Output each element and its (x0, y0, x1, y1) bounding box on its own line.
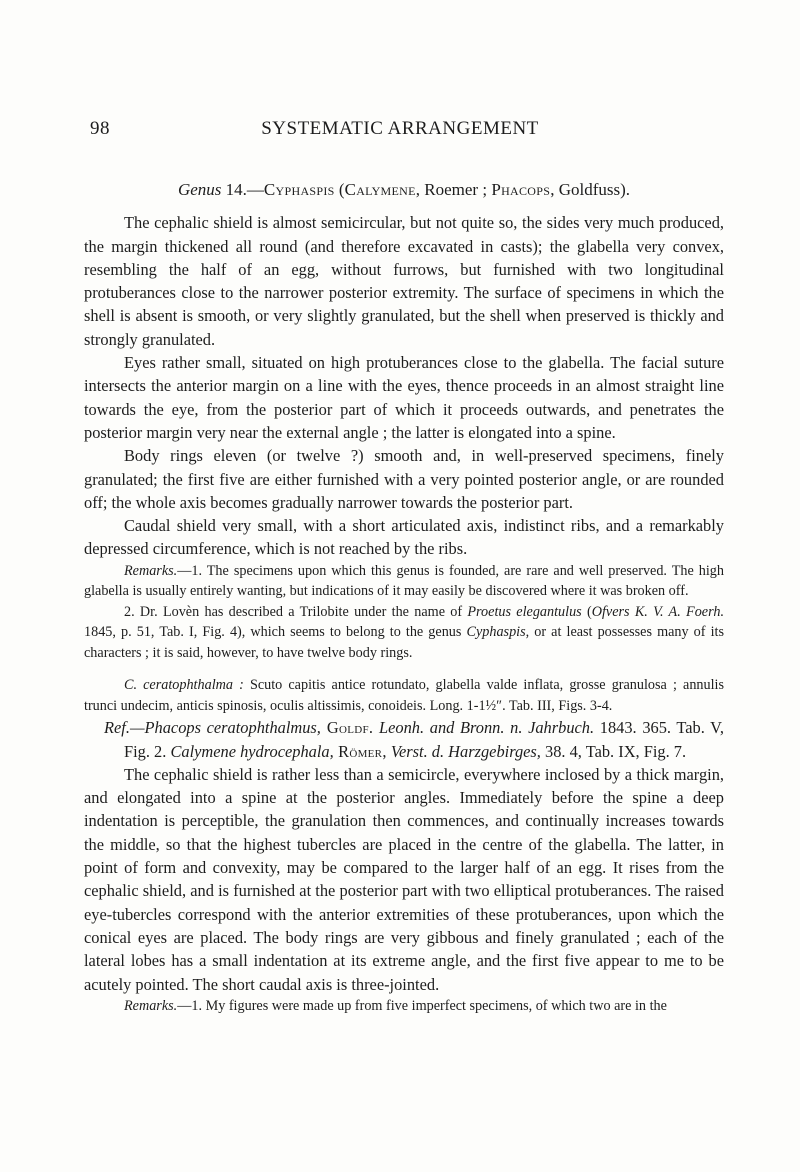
ref-citation-1: 1843. 365. Tab. V, Fig. 2. (124, 718, 724, 761)
diagnosis-text: Scuto capitis antice rotundato, glabella valde inflata, grosse granulosa ; annulis trunci undecim, anticis spinosis, oculis altissimis, conoideis. Long. 1-1½″. Tab. III, Figs. 3-4. (84, 677, 725, 714)
genus-syn-open: ( (338, 180, 345, 199)
genus-synonym-2: Phacops (491, 180, 551, 199)
genus-heading (84, 178, 724, 201)
ref-work-2: Verst. d. Harzgebirges, (386, 741, 541, 761)
remarks-final-label: Remarks. (124, 997, 178, 1014)
paragraph-eyes: Eyes rather small, situated on high protuberances close to the glabella. The facial suture intersects the anterior margin on a line with the eyes, thence proceeds in an almost straight line towards the eye, from the posterior part of which it proceeds outwards, and penetrates the posterior margin very near the external angle ; the latter is elongated into a spine. (84, 353, 724, 442)
remarks-1 (84, 561, 724, 602)
journal-ofvers: Ofvers K. V. A. Foerh. (591, 603, 724, 620)
species-proetus: Proetus elegantulus (467, 603, 582, 620)
remarks-label: Remarks. (124, 562, 178, 579)
genus-synonym-1: Calymene (344, 180, 416, 199)
ref-label: Ref.— (104, 718, 145, 738)
remarks-text-1: —1. The specimens upon which this genus is founded, are rare and well preserved. The high glabella is usually entirely wanting, but indications of it may easily be discovered where it was broken off. (84, 562, 724, 600)
genus-synonym-1-author: , Roemer ; (415, 180, 492, 199)
genus-label: Genus (177, 180, 222, 199)
species-diagnosis (84, 675, 724, 716)
ref-work-1: Leonh. and Bronn. n. Jahrbuch. (373, 718, 595, 738)
remarks-final-text: —1. My figures were made up from five imperfect specimens, of which two are in the (177, 997, 667, 1014)
genus-number: 14.— (225, 180, 264, 199)
body-text (84, 178, 724, 1016)
genus-synonym-2-author: , Goldfuss). (550, 180, 631, 199)
remarks-text-2a: 2. Dr. Lovèn has described a Trilobite under the name of (124, 603, 468, 620)
ref-author-2: Römer, (333, 741, 387, 761)
ref-author-1: Goldf. (320, 718, 374, 738)
remarks-text-2b: ( (581, 603, 592, 620)
remarks-2 (84, 602, 724, 664)
remarks-final (84, 996, 724, 1017)
remarks-text-2d: , or at least possesses many of its characters ; it is said, however, to have twelve body rings. (84, 624, 724, 661)
page-number: 98 (90, 118, 110, 139)
genus-name: Cyphaspis (263, 180, 335, 199)
paragraph-description: The cephalic shield is rather less than a semicircle, everywhere inclosed by a thick margin, and elongated into a spine at the posterior angles. Immediately before the spine a deep indentation is perceptible, the granulation then commences, and continually increases towards the middle, so that the highest tubercles are placed in the centre of the glabella. The latter, in point of form and convexity, may be compared to the larger half of an egg. It rises from the cephalic shield, and is furnished at the posterior part with two elliptical protuberances. The raised eye-tubercles correspond with the anterior extremities of these protuberances, upon which the conical eyes are placed. The body rings are very gibbous and finely granulated ; each of the lateral lobes has a small indentation at its extreme angle, and the first five appear to me to be acutely pointed. The short caudal axis is three-jointed. (84, 764, 724, 994)
ref-citation-2: 38. 4, Tab. IX, Fig. 7. (540, 741, 687, 761)
genus-cyphaspis: Cyphaspis (466, 624, 526, 641)
species-name: C. ceratophthalma : (124, 677, 244, 694)
paragraph-caudal: Caudal shield very small, with a short articulated axis, indistinct ribs, and a remarkably depressed circumference, which is not reached by the ribs. (84, 516, 724, 559)
paragraph-cephalic: The cephalic shield is almost semicircular, but not quite so, the sides very much produced, the margin thickened all round (and therefore excavated in casts); the glabella very convex, resembling the half of an egg, without furrows, but furnished with two longitudinal protuberances close to the narrower posterior extremity. The surface of specimens in which the shell is absent is smooth, or very slightly granulated, but the shell when preserved is thickly and strongly granulated. (84, 213, 724, 349)
ref-synonym-1: Phacops ceratophthalmus, (144, 718, 321, 738)
remarks-text-2c: 1845, p. 51, Tab. I, Fig. 4), which seems to belong to the genus (84, 624, 467, 641)
paragraph-body-rings: Body rings eleven (or twelve ?) smooth and, in well-preserved specimens, finely granulated; the first five are either furnished with a very pointed posterior angle, or are rounded off; the whole axis becomes gradually narrower towards the posterior part. (84, 446, 724, 512)
ref-synonym-2: Calymene hydrocephala, (170, 741, 334, 761)
running-head (90, 118, 710, 142)
running-title: SYSTEMATIC ARRANGEMENT (261, 118, 539, 139)
references (84, 716, 724, 763)
